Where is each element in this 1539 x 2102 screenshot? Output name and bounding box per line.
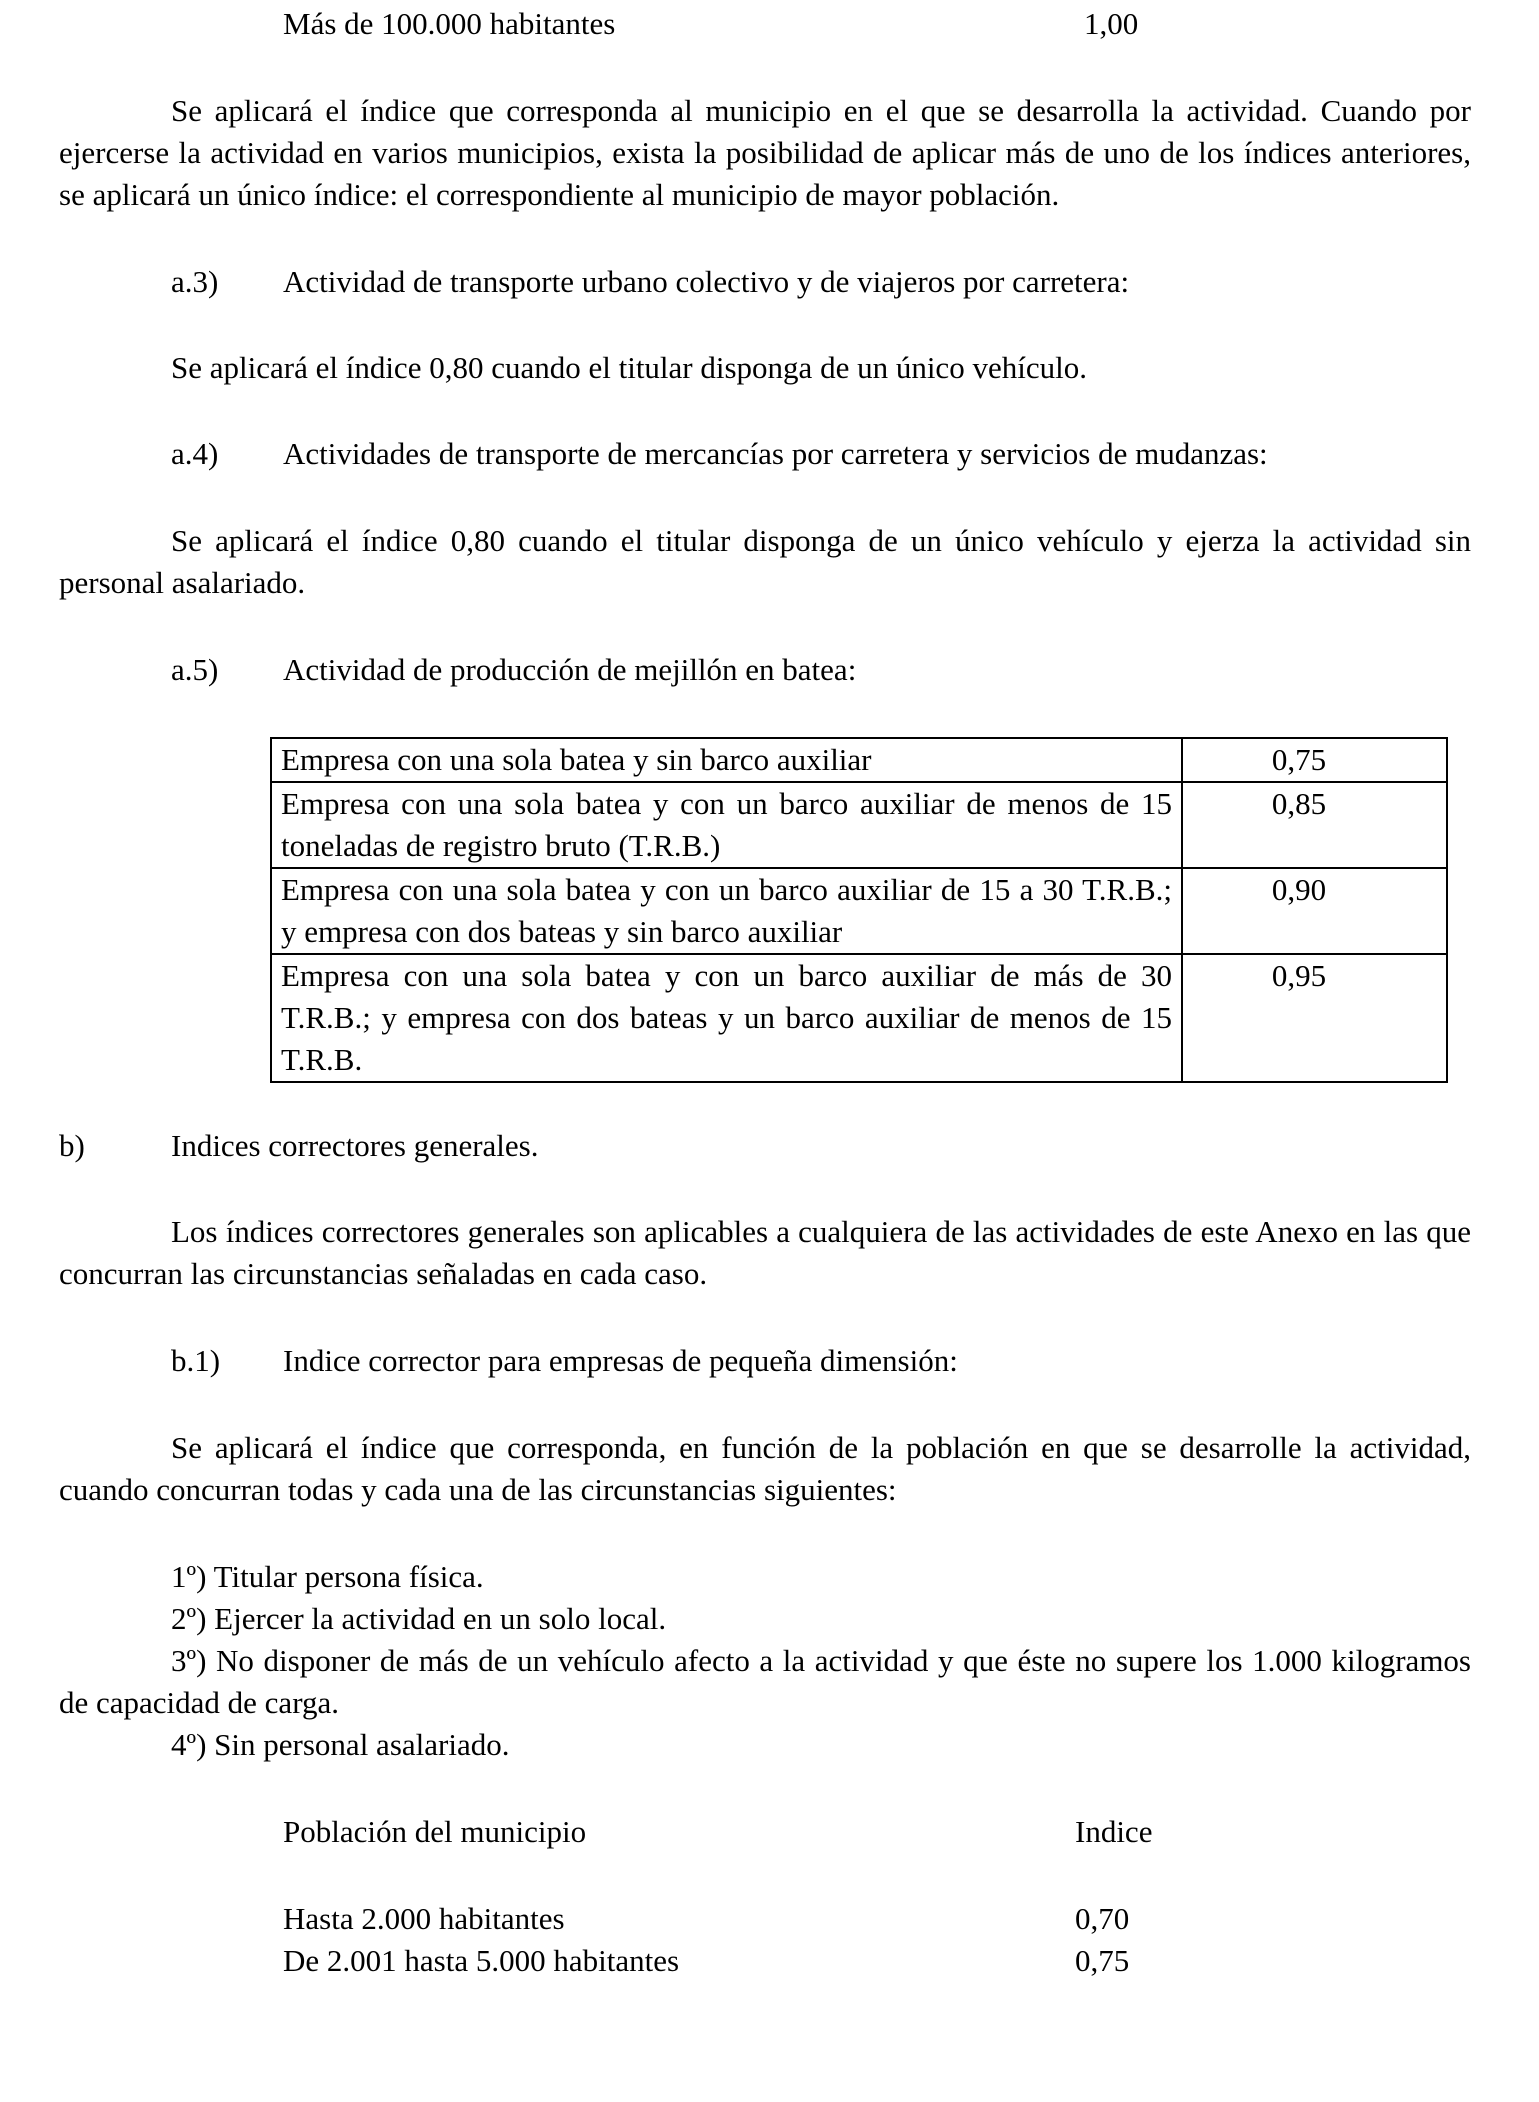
population-table-header bbox=[283, 1811, 1471, 1853]
population-row-top bbox=[283, 3, 1471, 45]
table-row bbox=[271, 782, 1447, 868]
table-cell-value: 0,90 bbox=[1182, 868, 1447, 954]
section-title: Indices correctores generales. bbox=[171, 1128, 539, 1163]
paragraph-b1: Se aplicará el índice que corresponda, en función de la población en que se desarrolle la actividad, cuando concurran todas y cada una de las circunstancias siguientes: bbox=[59, 1430, 1471, 1507]
population-index: 1,00 bbox=[1084, 6, 1139, 41]
table-row bbox=[271, 738, 1447, 782]
section-title: Actividad de producción de mejillón en batea: bbox=[283, 652, 857, 687]
paragraph-indice-municipio: Se aplicará el índice que corresponda al municipio en el que se desarrolla la actividad. Cuando por ejercerse la actividad en varios municipios, exista la posibilidad de aplicar más de uno de los índices anteriores, se aplicará un único índice: el correspondiente al municipio de mayor población. bbox=[59, 93, 1471, 212]
population-label: Más de 100.000 habitantes bbox=[283, 6, 616, 41]
paragraph-a4: Se aplicará el índice 0,80 cuando el titular disponga de un único vehículo y ejerza la actividad sin personal asalariado. bbox=[59, 523, 1471, 600]
column-header-index: Indice bbox=[1075, 1814, 1153, 1849]
section-label: b.1) bbox=[171, 1343, 221, 1378]
section-title: Actividad de transporte urbano colectivo y de viajeros por carretera: bbox=[283, 264, 1130, 299]
paragraph-b: Los índices correctores generales son aplicables a cualquiera de las actividades de este Anexo en las que concurran las circunstancias señaladas en cada caso. bbox=[59, 1214, 1471, 1291]
table-cell-desc: Empresa con una sola batea y con un barco auxiliar de menos de 15 toneladas de registro bruto (T.R.B.) bbox=[271, 782, 1182, 868]
table-row bbox=[283, 1940, 1471, 1982]
section-b1-heading bbox=[171, 1340, 1471, 1382]
population-label: De 2.001 hasta 5.000 habitantes bbox=[283, 1943, 680, 1978]
section-b-heading bbox=[59, 1125, 1471, 1167]
section-title: Actividades de transporte de mercancías por carretera y servicios de mudanzas: bbox=[283, 436, 1268, 471]
mussel-index-table bbox=[270, 737, 1448, 1083]
table-cell-desc: Empresa con una sola batea y con un barco auxiliar de 15 a 30 T.R.B.; y empresa con dos bateas y sin barco auxiliar bbox=[271, 868, 1182, 954]
document-page bbox=[59, 3, 1471, 1982]
section-label: b) bbox=[59, 1128, 85, 1163]
table-cell-desc: Empresa con una sola batea y sin barco auxiliar bbox=[271, 738, 1182, 782]
list-item: 1º) Titular persona física. bbox=[171, 1559, 484, 1594]
section-title: Indice corrector para empresas de pequeña dimensión: bbox=[283, 1343, 958, 1378]
table-cell-value: 0,75 bbox=[1182, 738, 1447, 782]
table-cell-value: 0,95 bbox=[1182, 954, 1447, 1082]
table-cell-value: 0,85 bbox=[1182, 782, 1447, 868]
population-index: 0,75 bbox=[1075, 1943, 1130, 1978]
section-a5-heading bbox=[171, 649, 1471, 691]
list-item: 2º) Ejercer la actividad en un solo local. bbox=[171, 1601, 667, 1636]
paragraph-a3: Se aplicará el índice 0,80 cuando el titular disponga de un único vehículo. bbox=[171, 350, 1087, 385]
column-header-population: Población del municipio bbox=[283, 1814, 587, 1849]
population-label: Hasta 2.000 habitantes bbox=[283, 1901, 565, 1936]
table-cell-desc: Empresa con una sola batea y con un barco auxiliar de más de 30 T.R.B.; y empresa con dos bateas y un barco auxiliar de menos de 15 T.R.B. bbox=[271, 954, 1182, 1082]
list-item: 4º) Sin personal asalariado. bbox=[171, 1727, 510, 1762]
population-index: 0,70 bbox=[1075, 1901, 1130, 1936]
section-label: a.3) bbox=[171, 264, 219, 299]
section-a3-heading bbox=[171, 261, 1471, 303]
section-a4-heading bbox=[59, 433, 1471, 475]
table-row bbox=[271, 868, 1447, 954]
table-row bbox=[271, 954, 1447, 1082]
list-item: 3º) No disponer de más de un vehículo afecto a la actividad y que éste no supere los 1.000 kilogramos de capacidad de carga. bbox=[59, 1643, 1471, 1720]
table-row bbox=[283, 1898, 1471, 1940]
section-label: a.5) bbox=[171, 652, 219, 687]
section-label: a.4) bbox=[171, 436, 219, 471]
conditions-list bbox=[59, 1556, 1471, 1766]
